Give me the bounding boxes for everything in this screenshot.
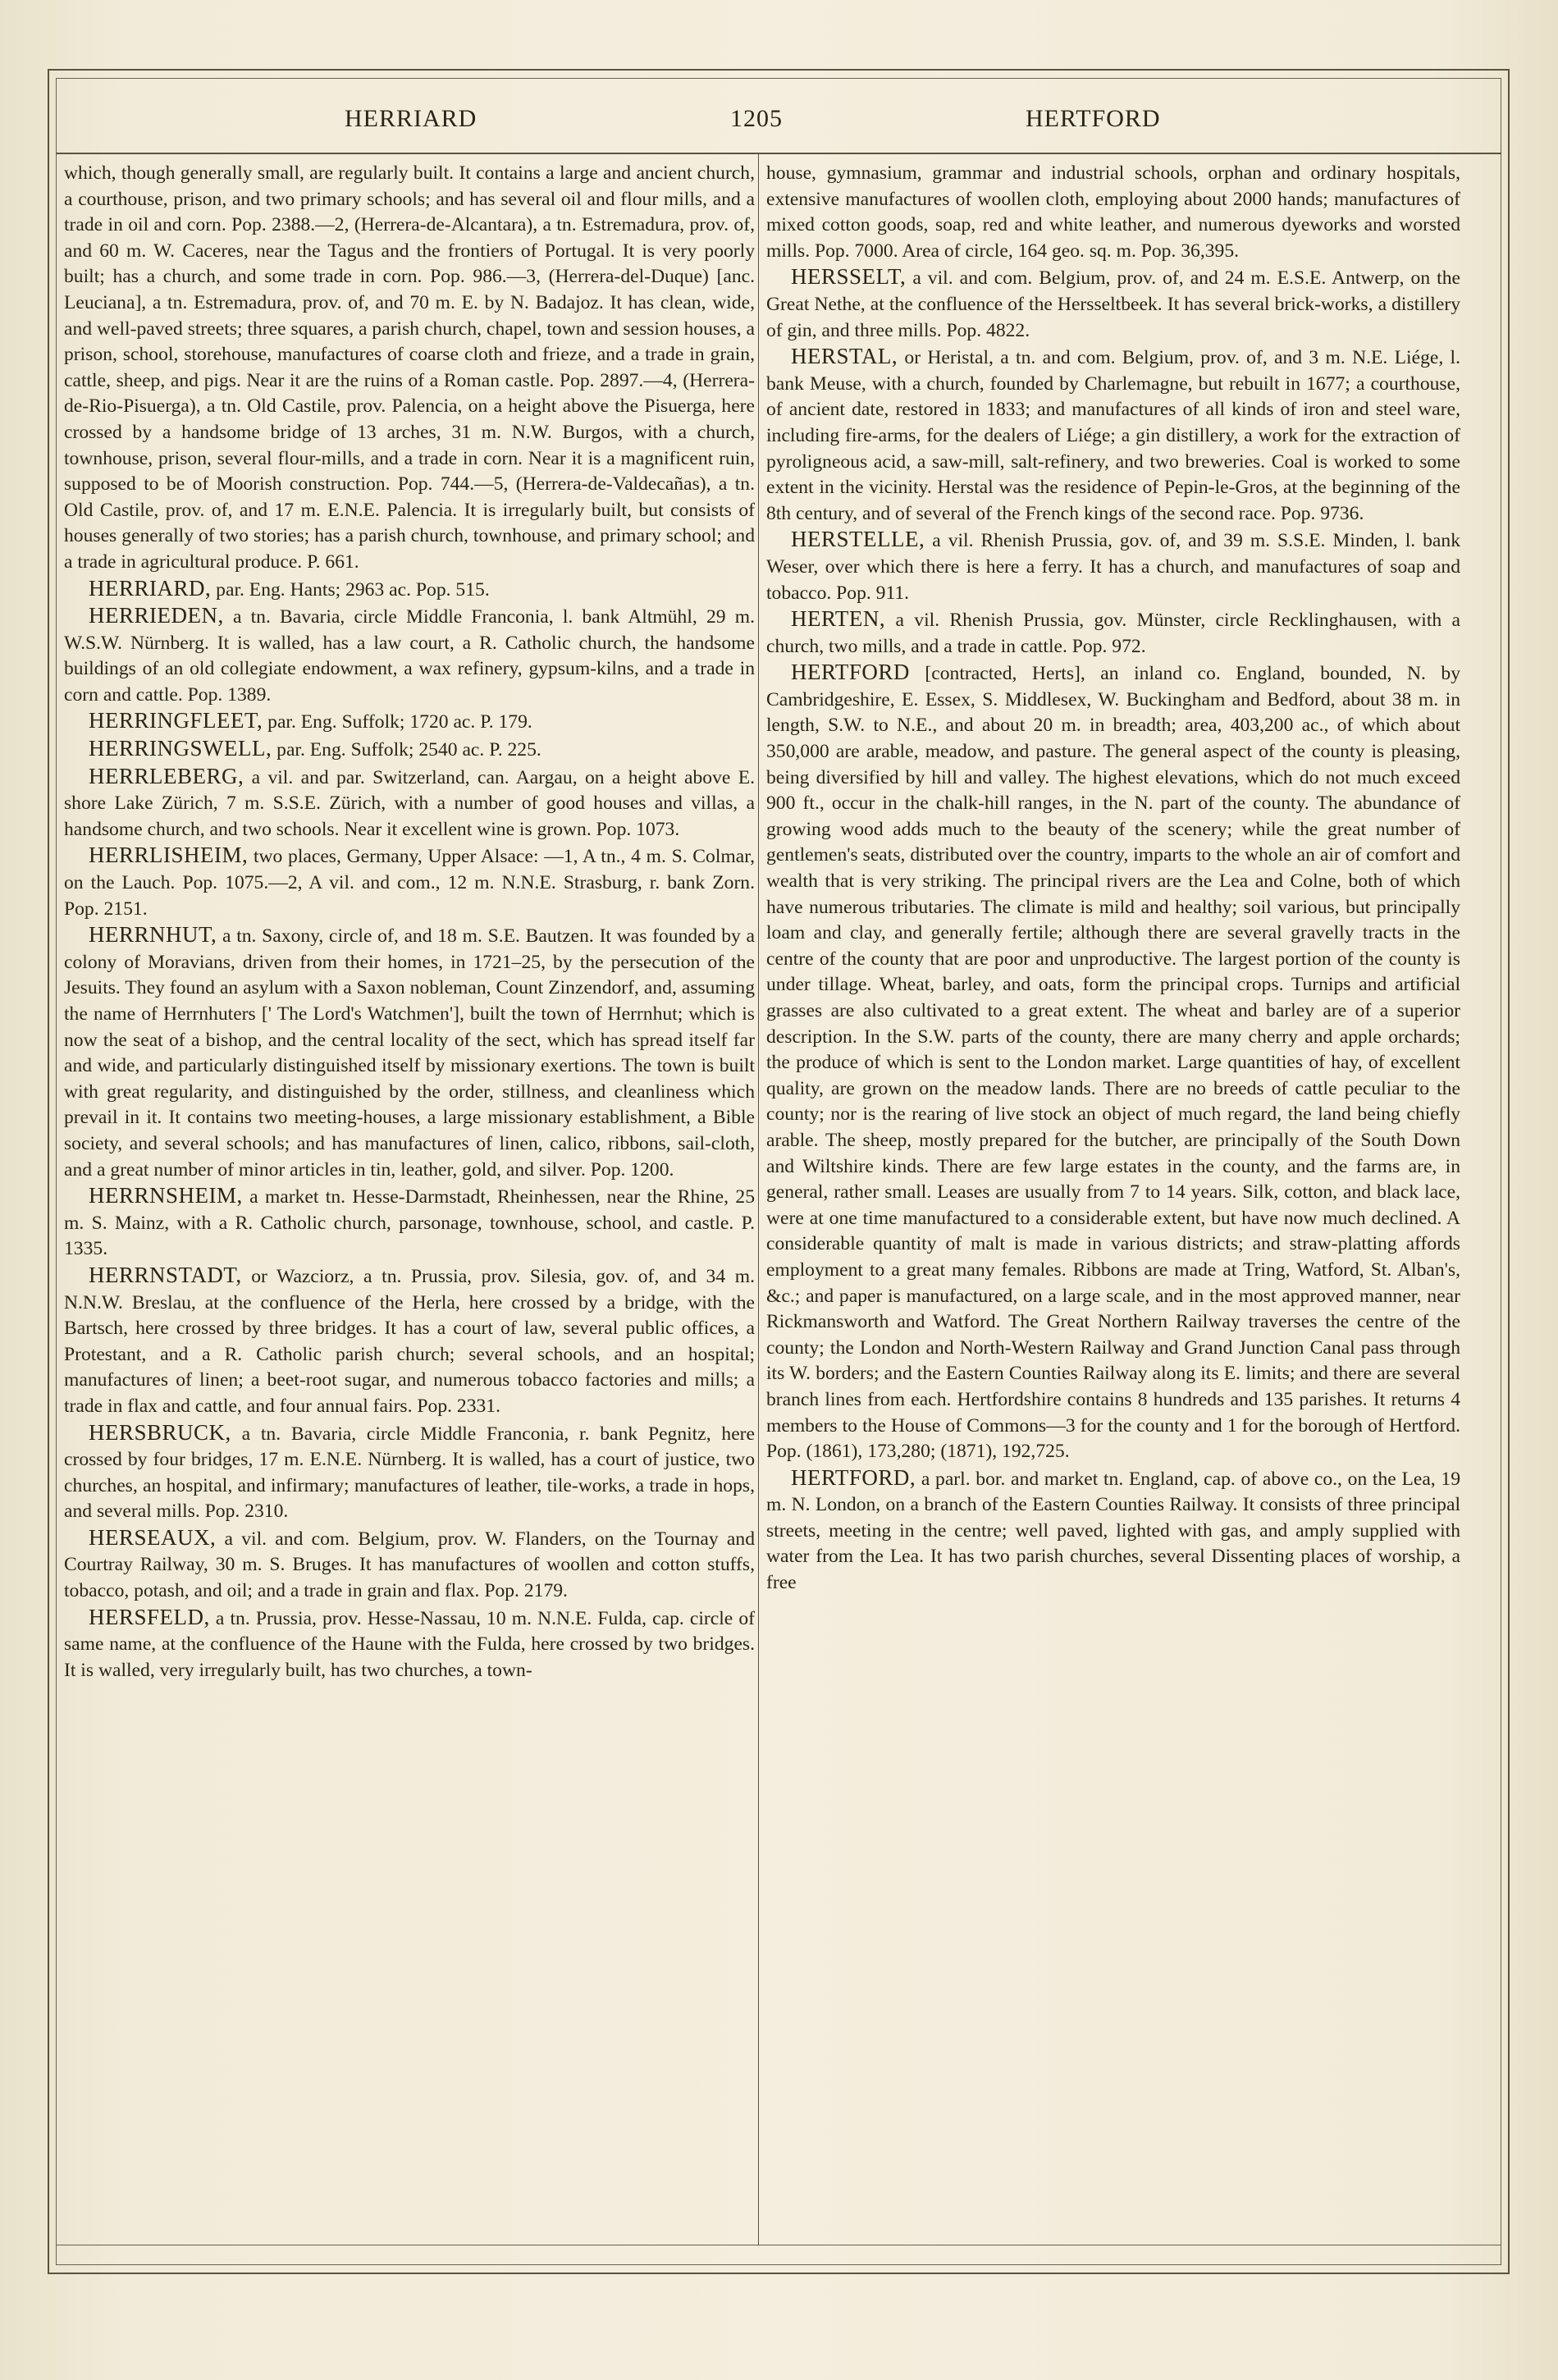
gazetteer-entry: [64, 576, 755, 604]
entry-text: a vil. Rhenish Prussia, gov. of, and 39 m. S.S.E. Minden, l. bank Weser, over which there is here a ferry. It has a church, and manufactures of soap and tobacco. Pop. 911.: [766, 530, 1460, 604]
entry-text: par. Eng. Hants; 2963 ac. Pop. 515.: [216, 578, 490, 601]
gazetteer-entry: [64, 161, 755, 576]
entry-headword: HERSSELT,: [791, 264, 907, 290]
entry-text: par. Eng. Suffolk; 2540 ac. P. 225.: [276, 739, 541, 761]
entry-headword: HERRNSHEIM,: [89, 1183, 243, 1208]
entry-text: a vil. and com. Belgium, prov. W. Flanders, on the Tournay and Courtray Railway, 30 m. S. Bruges. It has manufactures of woollen and cotton stuffs, tobacco, potash, and oil; and a trade in grain and flax. Pop. 2179.: [64, 1528, 755, 1602]
header-right-word: HERTFORD: [1026, 105, 1161, 132]
entry-text: a market tn. Hesse-Darmstadt, Rheinhessen, near the Rhine, 25 m. S. Mainz, with a R. Catholic church, parsonage, townhouse, school, and castle. P. 1335.: [64, 1186, 755, 1260]
header-left-word: HERRIARD: [345, 105, 477, 132]
entry-text: a tn. Bavaria, circle Middle Franconia, r. bank Pegnitz, here crossed by four bridges, 17 m. E.N.E. Nürnberg. It is walled, has a court of justice, two churches, an hospital, and infirmary; manufactures of leather, tile-works, a trade in hops, and several mills. Pop. 2310.: [64, 1423, 755, 1523]
left-column: [64, 161, 755, 1683]
gazetteer-entry: [64, 603, 755, 708]
entry-headword: HERRINGSWELL,: [89, 736, 272, 761]
gazetteer-entry: [64, 922, 755, 1183]
entry-headword: HERSFELD,: [89, 1604, 210, 1629]
right-column: [766, 161, 1460, 1597]
entry-text: par. Eng. Suffolk; 1720 ac. P. 179.: [267, 711, 532, 733]
entry-headword: HERRINGFLEET,: [89, 708, 263, 733]
entry-headword: HERRLISHEIM,: [89, 843, 249, 868]
entry-headword: HERTFORD: [791, 660, 910, 685]
gazetteer-entry: [766, 527, 1460, 606]
entry-headword: HERSTELLE,: [791, 527, 925, 552]
gazetteer-entry: [766, 264, 1460, 344]
gazetteer-entry: [766, 1465, 1460, 1597]
gazetteer-entry: [64, 1605, 755, 1684]
gazetteer-entry: [766, 606, 1460, 660]
page-number: 1205: [730, 105, 783, 132]
gazetteer-entry: [766, 660, 1460, 1464]
running-header: [66, 105, 1493, 138]
entry-text: or Heristal, a tn. and com. Belgium, prov. of, and 3 m. N.E. Liége, l. bank Meuse, with a church, founded by Charlemagne, but rebuilt in 1677; a courthouse, of ancient date, restored in 1833; and manufactures of all kinds of iron and steel ware, including fire-arms, for the dealers of Liége; a gin distillery, a work for the extraction of pyroligneous acid, a saw-mill, salt-refinery, and two breweries. Coal is worked to some extent in the vicinity. Herstal was the residence of Pepin-le-Gros, at the beginning of the 8th century, and of several of the French kings of the second race. Pop. 9736.: [766, 347, 1460, 524]
entry-headword: HERRIEDEN,: [89, 603, 224, 628]
gazetteer-entry: [766, 161, 1460, 264]
gazetteer-entry: [64, 1525, 755, 1605]
entry-text: a vil. Rhenish Prussia, gov. Münster, circle Recklinghausen, with a church, two mills, and a trade in cattle. Pop. 972.: [766, 610, 1460, 657]
entry-headword: HERRIARD,: [89, 575, 212, 601]
gazetteer-entry: [64, 1420, 755, 1525]
entry-headword: HERRNSTADT,: [89, 1262, 242, 1287]
entry-headword: HERRLEBERG,: [89, 763, 244, 788]
gazetteer-entry: [64, 764, 755, 843]
entry-headword: HERRNHUT,: [89, 922, 217, 948]
gazetteer-entry: [64, 843, 755, 922]
entry-headword: HERTFORD,: [791, 1464, 916, 1490]
entry-text: two places, Germany, Upper Alsace: —1, A tn., 4 m. S. Colmar, on the Lauch. Pop. 1075.—2, A vil. and com., 12 m. N.N.E. Strasburg, r. bank Zorn. Pop. 2151.: [64, 846, 756, 920]
entry-headword: HERTEN,: [791, 606, 886, 632]
entry-text: or Wazciorz, a tn. Prussia, prov. Silesia, gov. of, and 34 m. N.N.W. Breslau, at the confluence of the Herla, here crossed by a bridge, with the Bartsch, here crossed by three bridges. It has a court of law, several public offices, a Protestant, and a R. Catholic parish church; several schools, and an hospital; manufactures of linen; a beet-root sugar, and numerous tobacco factories and mills; a trade in flax and cattle, and four annual fairs. Pop. 2331.: [64, 1265, 755, 1417]
entry-headword: HERSTAL,: [791, 344, 898, 369]
gazetteer-entry: [64, 708, 755, 736]
gazetteer-entry: [64, 1183, 755, 1263]
entry-text: a tn. Prussia, prov. Hesse-Nassau, 10 m. N.N.E. Fulda, cap. circle of same name, at the confluence of the Haune with the Fulda, here crossed by two bridges. It is walled, very irregularly built, has two churches, a town-: [64, 1607, 755, 1681]
gazetteer-entry: [64, 1263, 755, 1420]
entry-headword: HERSEAUX,: [89, 1524, 217, 1550]
entry-text: a vil. and com. Belgium, prov. of, and 24 m. E.S.E. Antwerp, on the Great Nethe, at the confluence of the Hersseltbeek. It has several brick-works, a distillery of gin, and three mills. Pop. 4822.: [766, 267, 1460, 341]
entry-text: a parl. bor. and market tn. England, cap. of above co., on the Lea, 19 m. N. London, on a branch of the Eastern Counties Railway. It consists of three principal streets, meeting in the centre; well paved, lighted with gas, and amply supplied with water from the Lea. It has two parish churches, several Dissenting places of worship, a free: [766, 1468, 1460, 1594]
gazetteer-entry: [766, 344, 1460, 527]
entry-text: house, gymnasium, grammar and industrial schools, orphan and ordinary hospitals, extensive manufactures of woollen cloth, employing about 2000 hands; manufactures of mixed cotton goods, soap, red and white leather, and numerous dyeworks and worsted mills. Pop. 7000. Area of circle, 164 geo. sq. m. Pop. 36,395.: [766, 162, 1460, 262]
entry-text: a tn. Bavaria, circle Middle Franconia, l. bank Altmühl, 29 m. W.S.W. Nürnberg. It is walled, has a law court, a R. Catholic church, the handsome buildings of an old collegiate endowment, a wax refinery, gypsum-kilns, and a trade in corn and cattle. Pop. 1389.: [64, 606, 755, 706]
entry-text: [contracted, Herts], an inland co. England, bounded, N. by Cambridgeshire, E. Essex, S. Middlesex, W. Buckingham and Bedford, about 38 m. in length, S.W. to N.E., and about 20 m. in breadth; area, 403,200 ac., of which about 350,000 are arable, meadow, and pasture. The general aspect of the county is pleasing, being diversified by hill and valley. The highest elevations, which do not much exceed 900 ft., occur in the chalk-hill ranges, in the N. part of the county. The abundance of growing wood adds much to the beauty of the scenery; while the great number of gentlemen's seats, distributed over the country, imparts to the whole an air of comfort and wealth that is very striking. The principal rivers are the Lea and Colne, both of which have numerous tributaries. The climate is mild and healthy; soil various, but principally loam and clay, and generally fertile; although there are several gravelly tracts in the centre of the county that are poor and unproductive. The largest portion of the county is under tillage. Wheat, barley, and oats, form the principal crops. Turnips and artificial grasses are also cultivated to a great extent. The wheat and barley are of a superior description. In the S.W. parts of the county, there are many cherry and apple orchards; the produce of which is sent to the London market. Large quantities of hay, of excellent quality, are grown on the meadow lands. There are no breeds of cattle peculiar to the county; nor is the rearing of live stock an object of much regard, the land being chiefly arable. The sheep, mostly prepared for the butcher, are principally of the South Down and Wiltshire kinds. There are few large estates in the county, and the farms are, in general, rather small. Leases are usually from 7 to 14 years. Silk, cotton, and black lace, were at one time manufactured to a considerable extent, but have now much declined. A considerable quantity of malt is made in various districts; and straw-platting affords employment to a great many females. Ribbons are made at Tring, Watford, St. Alban's, &c.; and paper is manufactured, on a large scale, and in the most approved manner, near Rickmansworth and Watford. The Great Northern Railway traverses the centre of the county; the London and North-Western Railway and Grand Junction Canal pass through its W. borders; and the Eastern Counties Railway along its E. limits; and there are several branch lines from each. Hertfordshire contains 8 hundreds and 135 parishes. It returns 4 members to the House of Commons—3 for the county and 1 for the borough of Hertford. Pop. (1861), 173,280; (1871), 192,725.: [766, 663, 1460, 1463]
gazetteer-entry: [64, 736, 755, 764]
entry-text: which, though generally small, are regularly built. It contains a large and ancient church, a courthouse, prison, and two primary schools; and has several oil and flour mills, and a trade in oil and corn. Pop. 2388.—2, (Herrera-de-Alcantara), a tn. Estremadura, prov. of, and 60 m. W. Caceres, near the Tagus and the frontiers of Portugal. It is very poorly built; has a church, and some trade in corn. Pop. 986.—3, (Herrera-del-Duque) [anc. Leuciana], a tn. Estremadura, prov. of, and 70 m. E. by N. Badajoz. It has clean, wide, and well-paved streets; three squares, a parish church, chapel, town and session houses, a prison, school, storehouse, manufactures of coarse cloth and frieze, and a trade in grain, cattle, sheep, and pigs. Near it are the ruins of a Roman castle. Pop. 2897.—4, (Herrera-de-Rio-Pisuerga), a tn. Old Castile, prov. Palencia, on a height above the Pisuerga, here crossed by a handsome bridge of 13 arches, 31 m. N.W. Burgos, with a church, townhouse, prison, several flour-mills, and a trade in corn. Near it is a magnificent ruin, supposed to be of Moorish construction. Pop. 744.—5, (Herrera-de-Valdecañas), a tn. Old Castile, prov. of, and 17 m. E.N.E. Palencia. It is irregularly built, but consists of houses generally of two stories; has a parish church, townhouse, and primary school; and a trade in agricultural produce. P. 661.: [64, 162, 755, 573]
header-rule: [56, 153, 1501, 154]
entry-headword: HERSBRUCK,: [89, 1419, 231, 1445]
column-divider: [758, 154, 759, 2245]
entry-text: a tn. Saxony, circle of, and 18 m. S.E. Bautzen. It was founded by a colony of Moravians, driven from their homes, in 1721–25, by the persecution of the Jesuits. They found an asylum with a Saxon nobleman, Count Zinzendorf, and, assuming the name of Herrnhuters [' The Lord's Watchmen'], built the town of Herrnhut; which is now the seat of a bishop, and the central locality of the sect, which has spread itself far and wide, and particularly distinguished itself by missionary exertions. The town is built with great regularity, and distinguished by the order, stillness, and cleanliness which prevail in it. It contains two meeting-houses, a large missionary establishment, a Bible society, and several schools; and has manufactures of linen, calico, ribbons, sail-cloth, and a great number of minor articles in tin, leather, gold, and silver. Pop. 1200.: [64, 925, 755, 1181]
entry-text: a vil. and par. Switzerland, can. Aargau, on a height above E. shore Lake Zürich, 7 m. S.S.E. Zürich, with a number of good houses and villas, a handsome church, and two schools. Near it excellent wine is grown. Pop. 1073.: [64, 766, 756, 840]
